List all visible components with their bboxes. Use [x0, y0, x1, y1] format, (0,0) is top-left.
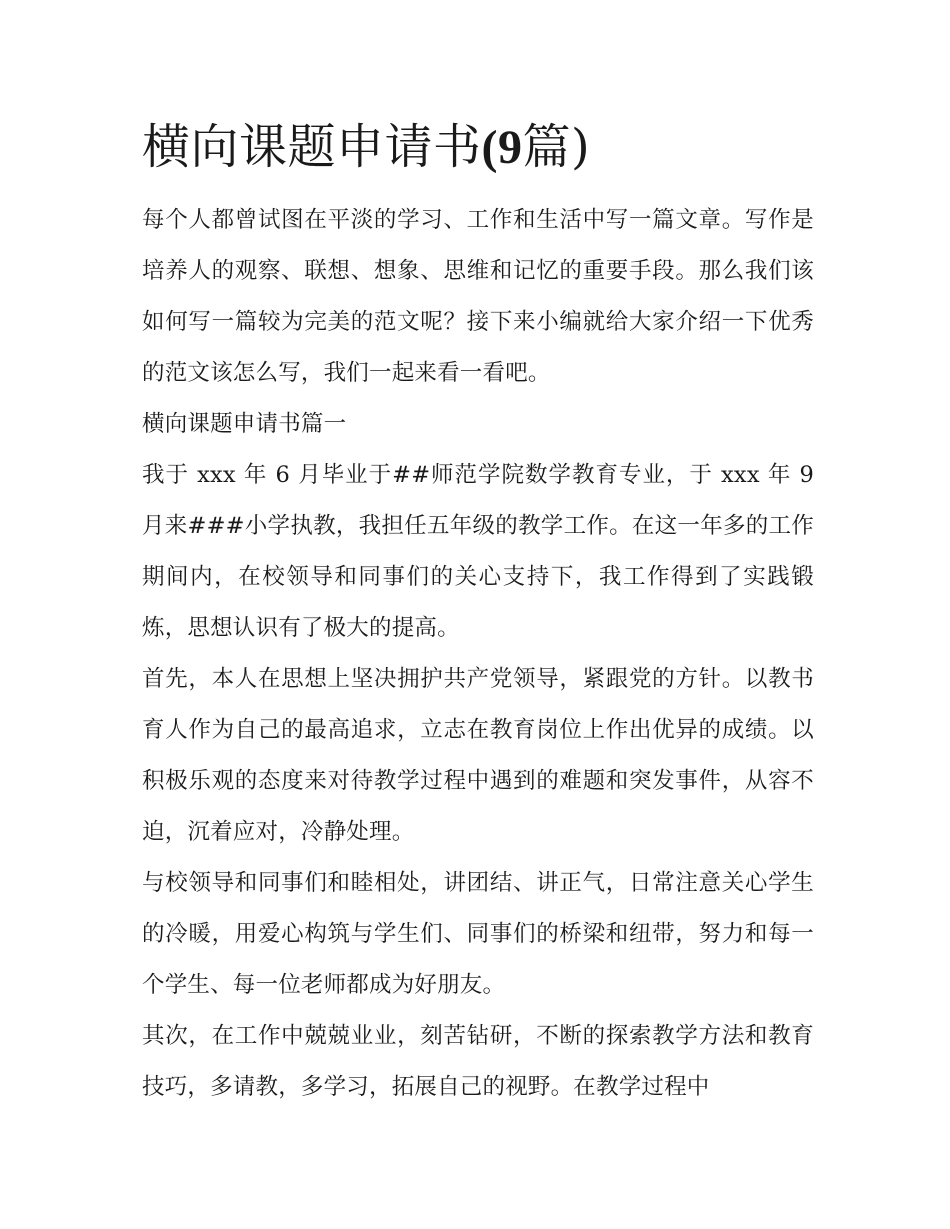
title-end: 篇) [522, 119, 591, 175]
body-paragraph: 与校领导和同事们和睦相处，讲团结、讲正气，日常注意关心学生的冷暖，用爱心构筑与学生们、同事们的桥梁和纽带，努力和每一个学生、每一位老师都成为好朋友。 [142, 870, 814, 998]
section-heading: 横向课题申请书篇一 [142, 411, 347, 437]
body-paragraph: 我于 xxx 年 6 月毕业于##师范学院数学教育专业，于 xxx 年 9 月来###小学执教，我担任五年级的教学工作。在这一年多的工作期间内，在校领导和同事们的关心支持下，我工作得到了实践锻炼，思想认识有了极大的提高。 [142, 462, 814, 641]
document-page [142, 112, 814, 1113]
body-paragraph: 其次，在工作中兢兢业业，刻苦钻研，不断的探索教学方法和教育技巧，多请教，多学习，拓展自己的视野。在教学过程中 [142, 1023, 814, 1100]
document-title [142, 112, 814, 183]
body-paragraph: 首先，本人在思想上坚决拥护共产党领导，紧跟党的方针。以教书育人作为自己的最高追求，立志在教育岗位上作出优异的成绩。以积极乐观的态度来对待教学过程中遇到的难题和突发事件，从容不迫，沉着应对，冷静处理。 [142, 666, 814, 845]
title-main: 横向课题申请书 [142, 119, 482, 175]
intro-paragraph: 每个人都曾试图在平淡的学习、工作和生活中写一篇文章。写作是培养人的观察、联想、想象、思维和记忆的重要手段。那么我们该如何写一篇较为完美的范文呢？接下来小编就给大家介绍一下优秀的范文该怎么写，我们一起来看一看吧。 [142, 207, 814, 386]
title-count: (9 [481, 121, 523, 174]
